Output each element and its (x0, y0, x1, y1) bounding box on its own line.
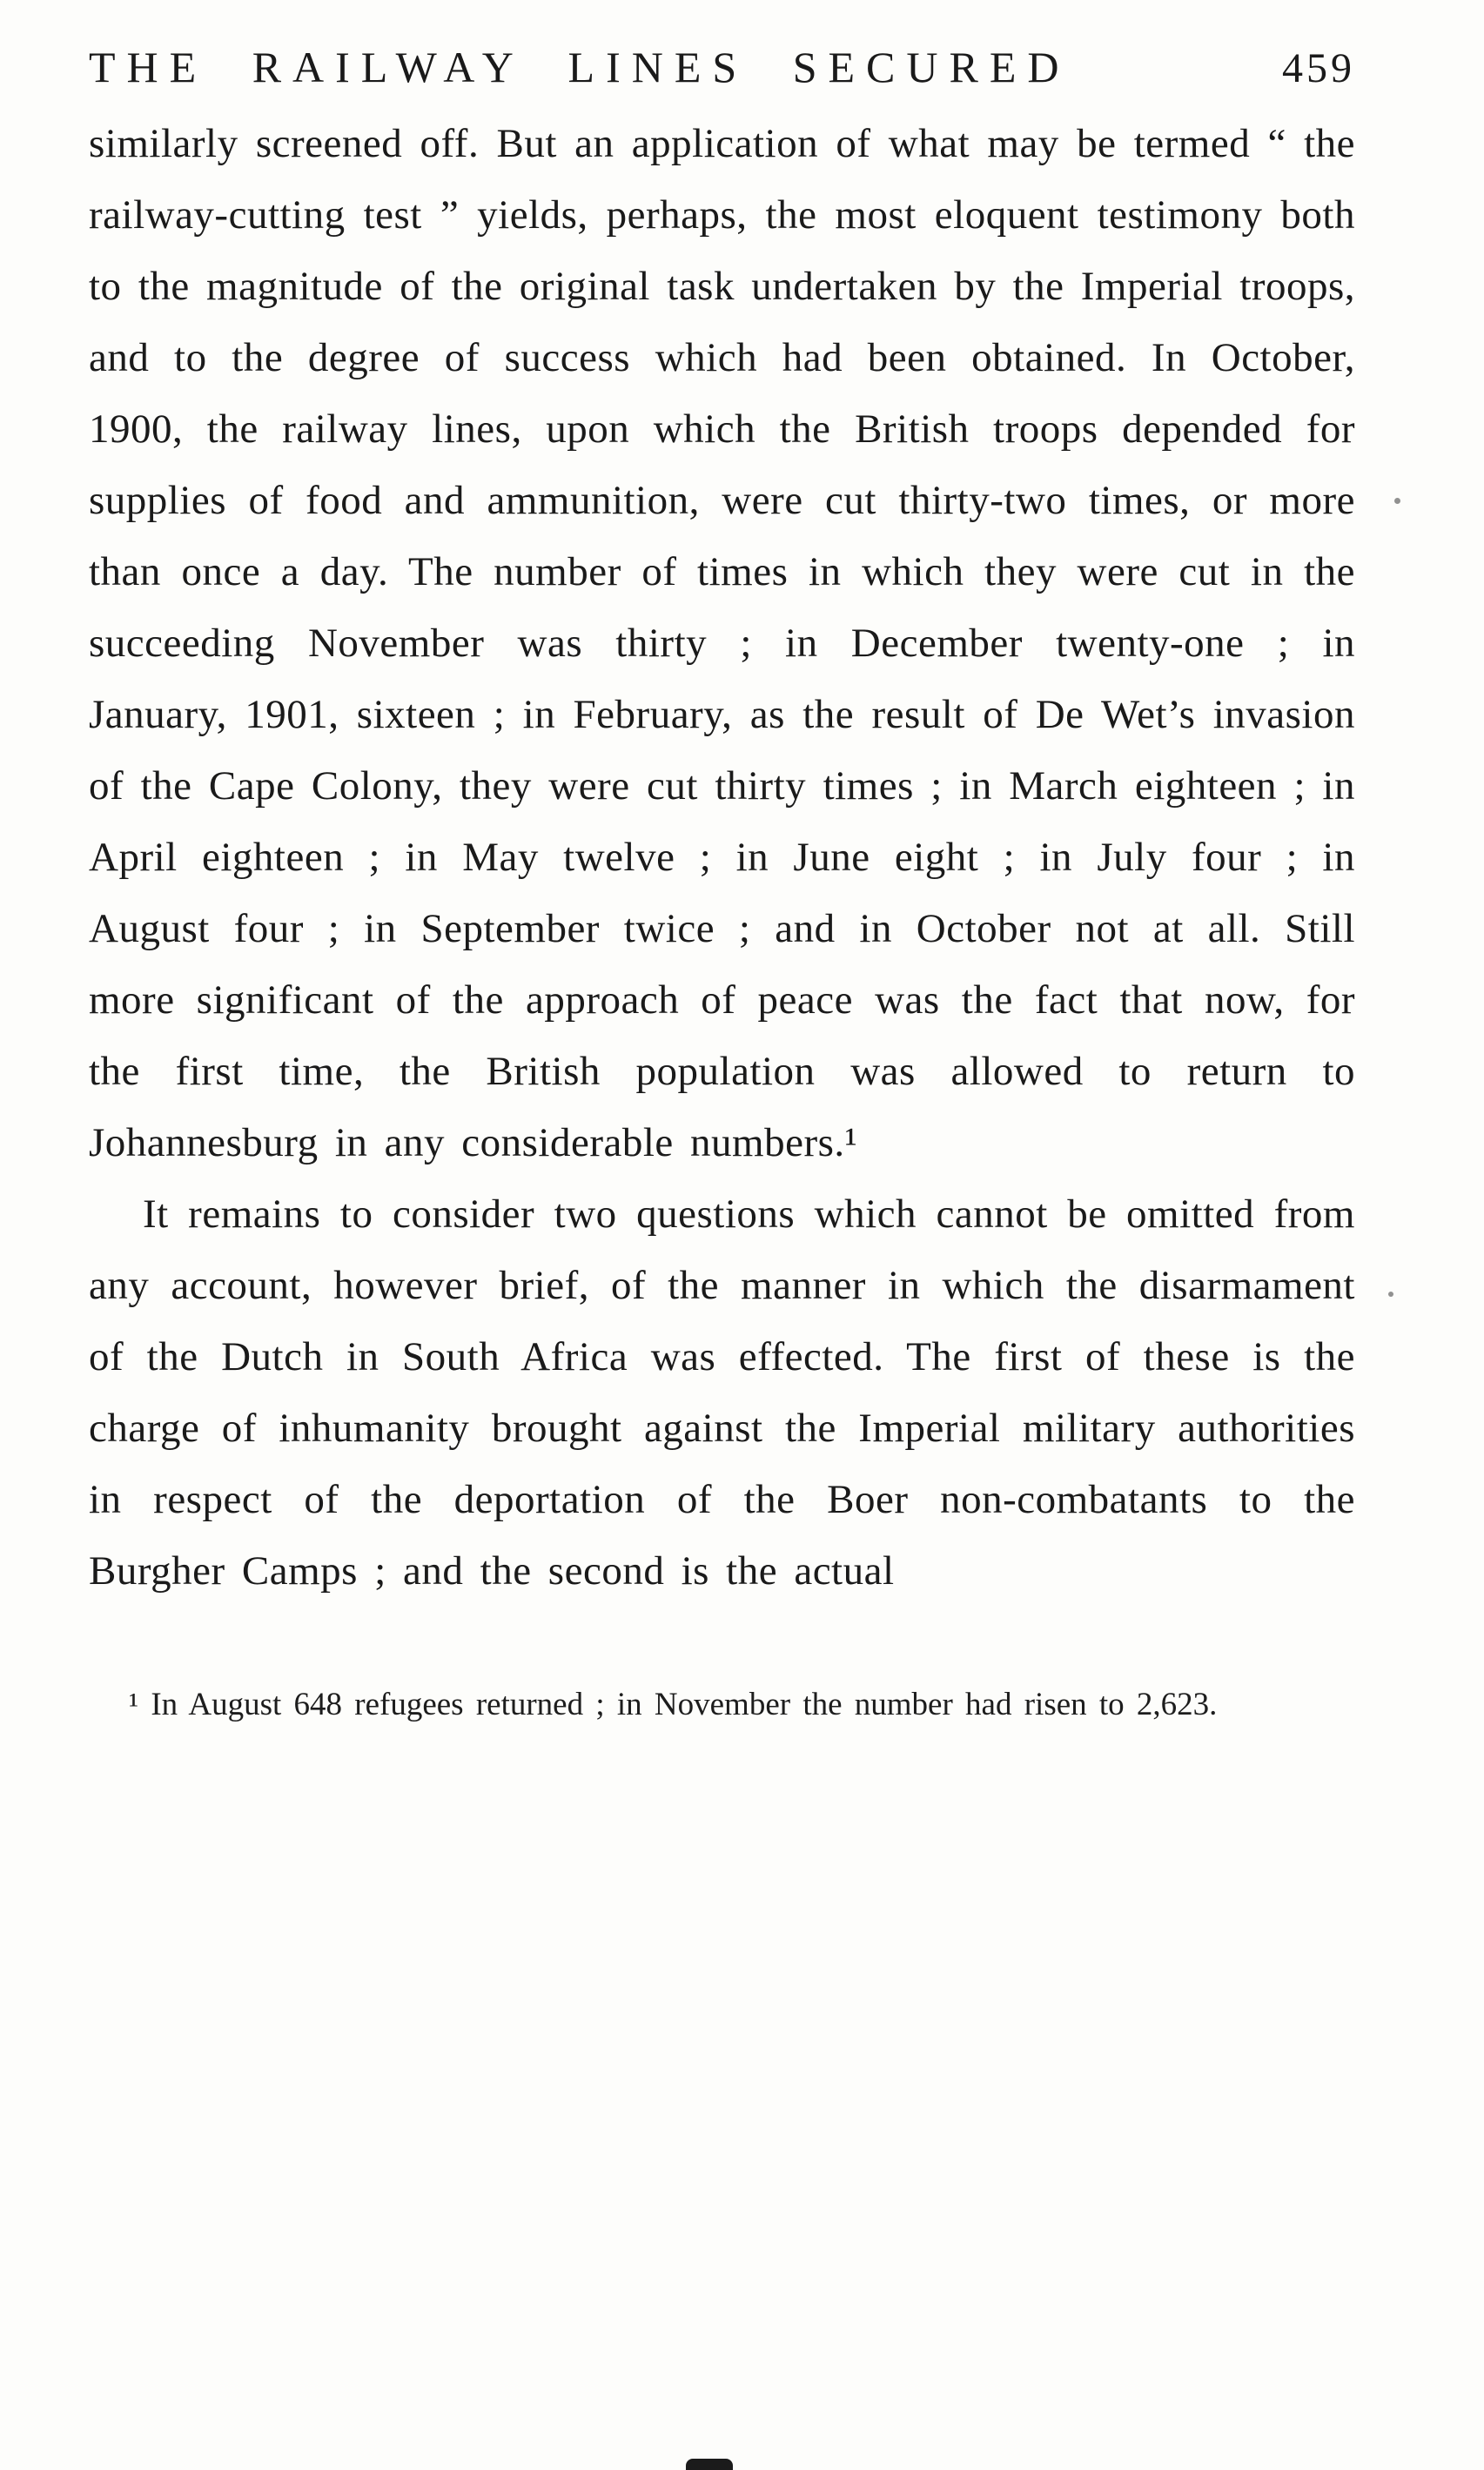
page-body (89, 108, 1355, 1607)
scan-speck (1394, 498, 1400, 504)
scan-artifact (686, 2459, 733, 2470)
paragraph-continuation: similarly screened off. But an application of what may be termed “ the railway-cutting test ” yields, perhaps, the most eloquent testimony both to the magnitude of the original task undertaken by the Imperial troops, and to the degree of success which had been obtained. In October, 1900, the railway lines, upon which the British troops depended for supplies of food and ammunition, were cut thirty-two times, or more than once a day. The number of times in which they were cut in the succeeding November was thirty ; in December twenty-one ; in January, 1901, sixteen ; in February, as the result of De Wet’s invasion of the Cape Colony, they were cut thirty times ; in March eighteen ; in April eighteen ; in May twelve ; in June eight ; in July four ; in August four ; in September twice ; and in October not at all. Still more significant of the approach of peace was the fact that now, for the first time, the British population was allowed to return to Johannesburg in any considerable numbers.¹ (89, 121, 1355, 1165)
paragraph: It remains to consider two questions which cannot be omitted from any account, however brief, of the manner in which the disarmament of the Dutch in South Africa was effected. The first of these is the charge of inhumanity brought against the Imperial military authorities in respect of the deportation of the Boer non-combatants to the Burgher Camps ; and the second is the actual (89, 1191, 1355, 1594)
running-head (89, 42, 1355, 92)
running-head-title: THE RAILWAY LINES SECURED (89, 43, 1071, 91)
scan-speck (1388, 1292, 1393, 1297)
footnote: ¹ In August 648 refugees returned ; in November the number had risen to 2,623. (129, 1687, 1218, 1722)
page-number: 459 (1282, 45, 1355, 91)
